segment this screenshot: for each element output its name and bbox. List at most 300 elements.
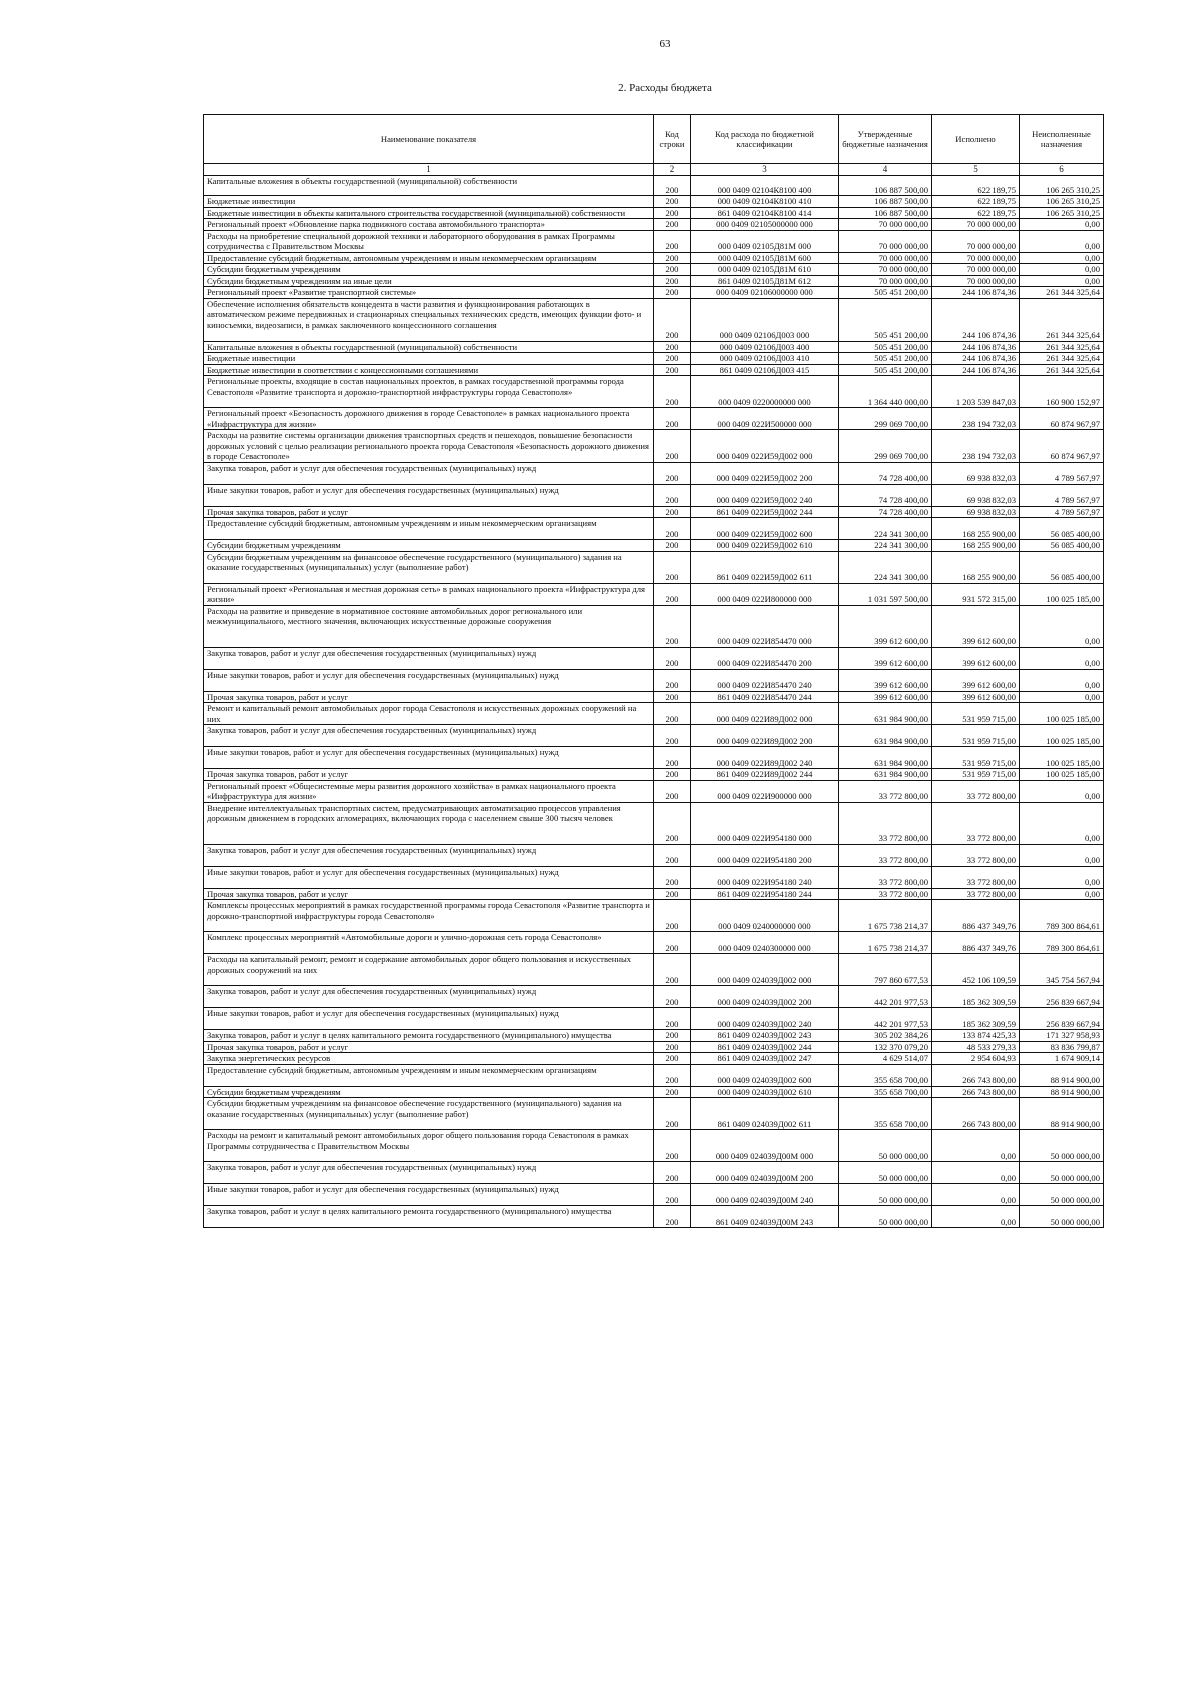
table-cell-executed: 70 000 000,00 [932,252,1020,264]
table-row [204,376,1104,408]
table-row [204,866,1104,888]
table-cell-code: 861 0409 022И854470 244 [691,691,839,703]
table-cell-approved: 505 451 200,00 [839,353,932,365]
table-cell-executed: 244 106 874,36 [932,341,1020,353]
table-cell-line: 200 [654,583,691,605]
table-cell-executed: 33 772 800,00 [932,844,1020,866]
table-cell-approved: 70 000 000,00 [839,230,932,252]
table-cell-approved: 106 887 500,00 [839,196,932,208]
table-row [204,341,1104,353]
table-cell-line: 200 [654,725,691,747]
table-cell-line: 200 [654,1041,691,1053]
table-row [204,888,1104,900]
table-cell-line: 200 [654,1184,691,1206]
table-cell-unexecuted: 106 265 310,25 [1020,176,1104,196]
table-cell-unexecuted: 106 265 310,25 [1020,196,1104,208]
table-cell-line: 200 [654,703,691,725]
budget-expenses-table [203,114,1104,1228]
table-cell-executed: 244 106 874,36 [932,298,1020,341]
table-cell-approved: 50 000 000,00 [839,1206,932,1228]
table-cell-line: 200 [654,298,691,341]
table-cell-approved: 33 772 800,00 [839,802,932,844]
table-row [204,986,1104,1008]
table-cell-name: Субсидии бюджетным учреждениям на иные цели [204,275,654,287]
table-cell-unexecuted: 50 000 000,00 [1020,1184,1104,1206]
table-cell-executed: 399 612 600,00 [932,647,1020,669]
table-cell-code: 000 0409 022И954180 240 [691,866,839,888]
table-cell-unexecuted: 83 836 799,87 [1020,1041,1104,1053]
table-cell-name: Расходы на приобретение специальной дорожной техники и лабораторного оборудования в рамках Программы сотрудничества с Правительством Москвы [204,230,654,252]
table-cell-name: Субсидии бюджетным учреждениям [204,1086,654,1098]
table-cell-unexecuted: 789 300 864,61 [1020,932,1104,954]
table-cell-name: Закупка товаров, работ и услуг для обеспечения государственных (муниципальных) нужд [204,1162,654,1184]
table-cell-unexecuted: 0,00 [1020,691,1104,703]
table-cell-name: Прочая закупка товаров, работ и услуг [204,888,654,900]
table-cell-executed: 168 255 900,00 [932,540,1020,552]
header-classification-code: Код расхода по бюджетной классификации [691,115,839,164]
table-row [204,780,1104,802]
table-cell-executed: 886 437 349,76 [932,932,1020,954]
table-cell-executed: 399 612 600,00 [932,605,1020,647]
table-cell-code: 000 0409 024039Д002 610 [691,1086,839,1098]
table-cell-line: 200 [654,376,691,408]
table-cell-code: 000 0409 02105Д81М 610 [691,264,839,276]
table-cell-line: 200 [654,252,691,264]
header-unexecuted: Неисполненные назначения [1020,115,1104,164]
table-cell-code: 000 0409 022И854470 000 [691,605,839,647]
table-row [204,1008,1104,1030]
table-cell-name: Закупка товаров, работ и услуг для обеспечения государственных (муниципальных) нужд [204,725,654,747]
table-cell-code: 861 0409 024039Д002 244 [691,1041,839,1053]
table-cell-approved: 399 612 600,00 [839,669,932,691]
table-cell-name: Закупка товаров, работ и услуг для обеспечения государственных (муниципальных) нужд [204,986,654,1008]
table-cell-line: 200 [654,691,691,703]
table-cell-name: Бюджетные инвестиции [204,196,654,208]
table-cell-approved: 1 675 738 214,37 [839,932,932,954]
table-cell-unexecuted: 0,00 [1020,669,1104,691]
table-cell-code: 000 0409 022И59Д002 000 [691,430,839,463]
table-cell-unexecuted: 0,00 [1020,264,1104,276]
table-cell-unexecuted: 100 025 185,00 [1020,769,1104,781]
table-cell-line: 200 [654,888,691,900]
table-cell-name: Иные закупки товаров, работ и услуг для обеспечения государственных (муниципальных) нужд [204,484,654,506]
table-cell-approved: 299 069 700,00 [839,430,932,463]
table-cell-name: Закупка товаров, работ и услуг для обеспечения государственных (муниципальных) нужд [204,647,654,669]
table-cell-code: 000 0409 024039Д00М 240 [691,1184,839,1206]
table-cell-approved: 70 000 000,00 [839,252,932,264]
table-cell-unexecuted: 261 344 325,64 [1020,298,1104,341]
table-cell-line: 200 [654,954,691,986]
table-cell-line: 200 [654,353,691,365]
column-number: 2 [654,164,691,176]
table-cell-name: Иные закупки товаров, работ и услуг для обеспечения государственных (муниципальных) нужд [204,1184,654,1206]
table-cell-name: Комплекс процессных мероприятий «Автомобильные дороги и улично-дорожная сеть города Севастополя» [204,932,654,954]
table-cell-executed: 622 189,75 [932,207,1020,219]
table-cell-name: Иные закупки товаров, работ и услуг для обеспечения государственных (муниципальных) нужд [204,669,654,691]
table-cell-unexecuted: 261 344 325,64 [1020,353,1104,365]
table-cell-executed: 70 000 000,00 [932,230,1020,252]
header-executed: Исполнено [932,115,1020,164]
table-row [204,1130,1104,1162]
table-cell-unexecuted: 0,00 [1020,888,1104,900]
table-row [204,408,1104,430]
table-cell-line: 200 [654,408,691,430]
table-cell-code: 000 0409 02105Д81М 000 [691,230,839,252]
table-cell-code: 861 0409 022И89Д002 244 [691,769,839,781]
table-row [204,802,1104,844]
table-cell-executed: 0,00 [932,1206,1020,1228]
table-cell-name: Бюджетные инвестиции [204,353,654,365]
table-cell-approved: 224 341 300,00 [839,551,932,583]
table-cell-line: 200 [654,844,691,866]
table-cell-name: Ремонт и капитальный ремонт автомобильных дорог города Севастополя и искусственных дорожных сооружений на них [204,703,654,725]
table-cell-approved: 33 772 800,00 [839,780,932,802]
table-cell-line: 200 [654,506,691,518]
table-cell-code: 000 0409 022И954180 000 [691,802,839,844]
table-cell-name: Комплексы процессных мероприятий в рамках государственной программы города Севастополя «Развитие транспорта и дорожно-транспортной инфраструктуры города Севастополя» [204,900,654,932]
table-cell-name: Региональный проект «Безопасность дорожного движения в городе Севастополе» в рамках национального проекта «Инфраструктура для жизни» [204,408,654,430]
table-cell-approved: 50 000 000,00 [839,1162,932,1184]
table-cell-approved: 355 658 700,00 [839,1064,932,1086]
table-cell-executed: 48 533 279,33 [932,1041,1020,1053]
table-cell-name: Субсидии бюджетным учреждениям [204,540,654,552]
table-cell-unexecuted: 60 874 967,97 [1020,408,1104,430]
table-cell-code: 861 0409 024039Д002 247 [691,1053,839,1065]
table-cell-name: Субсидии бюджетным учреждениям [204,264,654,276]
table-cell-name: Иные закупки товаров, работ и услуг для обеспечения государственных (муниципальных) нужд [204,747,654,769]
table-row [204,1086,1104,1098]
table-cell-unexecuted: 100 025 185,00 [1020,747,1104,769]
table-row [204,540,1104,552]
table-cell-name: Капитальные вложения в объекты государственной (муниципальной) собственности [204,176,654,196]
table-cell-line: 200 [654,1030,691,1042]
table-cell-executed: 33 772 800,00 [932,780,1020,802]
table-cell-name: Расходы на ремонт и капитальный ремонт автомобильных дорог общего пользования города Севастополя в рамках Программы сотрудничества с Правительством Москвы [204,1130,654,1162]
table-cell-code: 000 0409 024039Д002 600 [691,1064,839,1086]
table-cell-unexecuted: 256 839 667,94 [1020,986,1104,1008]
table-row [204,298,1104,341]
table-cell-name: Иные закупки товаров, работ и услуг для обеспечения государственных (муниципальных) нужд [204,866,654,888]
table-cell-line: 200 [654,769,691,781]
table-row [204,1030,1104,1042]
table-row [204,1098,1104,1130]
table-cell-executed: 531 959 715,00 [932,725,1020,747]
table-cell-line: 200 [654,219,691,231]
table-cell-code: 861 0409 022И954180 244 [691,888,839,900]
table-cell-name: Иные закупки товаров, работ и услуг для обеспечения государственных (муниципальных) нужд [204,1008,654,1030]
table-cell-executed: 185 362 309,59 [932,986,1020,1008]
table-cell-unexecuted: 88 914 900,00 [1020,1064,1104,1086]
table-cell-executed: 622 189,75 [932,196,1020,208]
table-cell-approved: 631 984 900,00 [839,769,932,781]
table-row [204,932,1104,954]
table-cell-line: 200 [654,780,691,802]
table-cell-approved: 1 675 738 214,37 [839,900,932,932]
table-cell-approved: 106 887 500,00 [839,207,932,219]
table-cell-name: Предоставление субсидий бюджетным, автономным учреждениям и иным некоммерческим организациям [204,252,654,264]
table-cell-line: 200 [654,1098,691,1130]
table-cell-code: 000 0409 024039Д002 240 [691,1008,839,1030]
table-cell-line: 200 [654,1206,691,1228]
table-cell-code: 861 0409 024039Д002 243 [691,1030,839,1042]
table-cell-code: 000 0409 022И59Д002 610 [691,540,839,552]
table-row [204,1041,1104,1053]
table-cell-line: 200 [654,364,691,376]
table-cell-unexecuted: 0,00 [1020,844,1104,866]
table-cell-line: 200 [654,802,691,844]
table-cell-approved: 70 000 000,00 [839,219,932,231]
table-cell-approved: 505 451 200,00 [839,287,932,299]
table-cell-line: 200 [654,605,691,647]
table-cell-code: 861 0409 02105Д81М 612 [691,275,839,287]
table-row [204,954,1104,986]
table-cell-executed: 886 437 349,76 [932,900,1020,932]
table-row [204,703,1104,725]
table-cell-name: Субсидии бюджетным учреждениям на финансовое обеспечение государственного (муниципального) задания на оказание государственных (муниципальных) услуг (выполнение работ) [204,1098,654,1130]
table-row [204,364,1104,376]
table-cell-approved: 399 612 600,00 [839,605,932,647]
table-row [204,725,1104,747]
table-cell-line: 200 [654,540,691,552]
table-cell-approved: 224 341 300,00 [839,518,932,540]
table-cell-approved: 305 202 384,26 [839,1030,932,1042]
table-cell-approved: 355 658 700,00 [839,1098,932,1130]
table-cell-code: 000 0409 022И854470 240 [691,669,839,691]
table-cell-code: 000 0409 022И900000 000 [691,780,839,802]
table-cell-unexecuted: 56 085 400,00 [1020,518,1104,540]
table-cell-name: Бюджетные инвестиции в соответствии с концессионными соглашениями [204,364,654,376]
table-cell-executed: 452 106 109,59 [932,954,1020,986]
table-row [204,669,1104,691]
table-cell-unexecuted: 4 789 567,97 [1020,462,1104,484]
table-cell-executed: 70 000 000,00 [932,219,1020,231]
table-row [204,252,1104,264]
table-cell-name: Расходы на развитие системы организации движения транспортных средств и пешеходов, повышение безопасности дорожных условий с целью реализации регионального проекта города Севастополя «Безопасность дорожного движения в городе Севастополе» [204,430,654,463]
table-row [204,1184,1104,1206]
table-cell-executed: 266 743 800,00 [932,1064,1020,1086]
table-cell-name: Региональный проект «Обновление парка подвижного состава автомобильного транспорта» [204,219,654,231]
table-cell-unexecuted: 171 327 958,93 [1020,1030,1104,1042]
table-cell-code: 000 0409 02106Д003 400 [691,341,839,353]
table-cell-executed: 69 938 832,03 [932,506,1020,518]
table-cell-unexecuted: 50 000 000,00 [1020,1130,1104,1162]
table-cell-executed: 622 189,75 [932,176,1020,196]
table-cell-name: Внедрение интеллектуальных транспортных систем, предусматривающих автоматизацию процессов управления дорожным движением в городских агломерациях, включающих города с населением свыше 300 тысяч человек [204,802,654,844]
column-number: 6 [1020,164,1104,176]
table-cell-unexecuted: 0,00 [1020,252,1104,264]
table-cell-approved: 4 629 514,07 [839,1053,932,1065]
table-cell-approved: 631 984 900,00 [839,703,932,725]
table-cell-name: Прочая закупка товаров, работ и услуг [204,506,654,518]
table-cell-executed: 0,00 [932,1184,1020,1206]
table-cell-unexecuted: 4 789 567,97 [1020,484,1104,506]
table-cell-code: 000 0409 022И954180 200 [691,844,839,866]
column-number: 4 [839,164,932,176]
table-cell-code: 000 0409 022И59Д002 240 [691,484,839,506]
table-cell-approved: 399 612 600,00 [839,691,932,703]
table-cell-name: Предоставление субсидий бюджетным, автономным учреждениям и иным некоммерческим организациям [204,1064,654,1086]
table-row [204,647,1104,669]
header-line-code: Код строки [654,115,691,164]
table-cell-unexecuted: 0,00 [1020,219,1104,231]
table-cell-executed: 266 743 800,00 [932,1098,1020,1130]
table-row [204,583,1104,605]
table-cell-code: 000 0409 0220000000 000 [691,376,839,408]
table-cell-approved: 299 069 700,00 [839,408,932,430]
table-cell-line: 200 [654,1162,691,1184]
table-cell-unexecuted: 100 025 185,00 [1020,583,1104,605]
table-cell-line: 200 [654,1064,691,1086]
table-cell-unexecuted: 789 300 864,61 [1020,900,1104,932]
table-cell-unexecuted: 261 344 325,64 [1020,341,1104,353]
table-cell-approved: 399 612 600,00 [839,647,932,669]
table-cell-approved: 631 984 900,00 [839,747,932,769]
table-cell-unexecuted: 1 674 909,14 [1020,1053,1104,1065]
table-row [204,769,1104,781]
header-name: Наименование показателя [204,115,654,164]
table-cell-line: 200 [654,207,691,219]
table-cell-executed: 2 954 604,93 [932,1053,1020,1065]
table-cell-approved: 505 451 200,00 [839,298,932,341]
section-title: 2. Расходы бюджета [618,82,712,94]
table-row [204,747,1104,769]
table-cell-code: 000 0409 02106Д003 000 [691,298,839,341]
table-cell-unexecuted: 100 025 185,00 [1020,725,1104,747]
table-cell-unexecuted: 0,00 [1020,647,1104,669]
table-cell-code: 000 0409 022И89Д002 200 [691,725,839,747]
table-cell-code: 000 0409 022И854470 200 [691,647,839,669]
table-row [204,176,1104,196]
table-cell-approved: 505 451 200,00 [839,341,932,353]
table-cell-line: 200 [654,1053,691,1065]
table-cell-code: 000 0409 02106Д003 410 [691,353,839,365]
table-cell-executed: 70 000 000,00 [932,264,1020,276]
header-approved: Утвержденные бюджетные назначения [839,115,932,164]
page-number: 63 [659,38,671,50]
table-cell-unexecuted: 160 900 152,97 [1020,376,1104,408]
table-cell-executed: 399 612 600,00 [932,691,1020,703]
table-cell-name: Региональный проект «Общесистемные меры развития дорожного хозяйства» в рамках национального проекта «Инфраструктура для жизни» [204,780,654,802]
table-cell-name: Предоставление субсидий бюджетным, автономным учреждениям и иным некоммерческим организациям [204,518,654,540]
table-cell-line: 200 [654,1008,691,1030]
table-cell-unexecuted: 0,00 [1020,275,1104,287]
table-cell-line: 200 [654,430,691,463]
table-cell-line: 200 [654,932,691,954]
table-cell-unexecuted: 88 914 900,00 [1020,1098,1104,1130]
table-cell-approved: 33 772 800,00 [839,888,932,900]
table-cell-name: Расходы на развитие и приведение в нормативное состояние автомобильных дорог регионального или межмуниципального, местного значения, включающих искусственные дорожные сооружения [204,605,654,647]
table-cell-executed: 531 959 715,00 [932,703,1020,725]
table-row [204,462,1104,484]
table-cell-line: 200 [654,1130,691,1162]
table-cell-unexecuted: 0,00 [1020,605,1104,647]
table-cell-name: Бюджетные инвестиции в объекты капитального строительства государственной (муниципальной) собственности [204,207,654,219]
table-cell-executed: 238 194 732,03 [932,430,1020,463]
table-cell-unexecuted: 88 914 900,00 [1020,1086,1104,1098]
table-cell-executed: 33 772 800,00 [932,866,1020,888]
table-cell-approved: 50 000 000,00 [839,1184,932,1206]
table-cell-code: 861 0409 02106Д003 415 [691,364,839,376]
table-cell-unexecuted: 256 839 667,94 [1020,1008,1104,1030]
table-cell-executed: 244 106 874,36 [932,364,1020,376]
table-cell-line: 200 [654,341,691,353]
table-cell-approved: 132 370 079,20 [839,1041,932,1053]
table-cell-name: Региональный проект «Региональная и местная дорожная сеть» в рамках национального проекта «Инфраструктура для жизни» [204,583,654,605]
table-row [204,264,1104,276]
table-cell-unexecuted: 56 085 400,00 [1020,551,1104,583]
table-cell-executed: 185 362 309,59 [932,1008,1020,1030]
table-cell-code: 861 0409 024039Д002 611 [691,1098,839,1130]
table-cell-line: 200 [654,196,691,208]
column-number: 3 [691,164,839,176]
table-cell-line: 200 [654,518,691,540]
table-cell-approved: 442 201 977,53 [839,986,932,1008]
table-cell-name: Прочая закупка товаров, работ и услуг [204,691,654,703]
table-cell-approved: 74 728 400,00 [839,484,932,506]
table-cell-unexecuted: 56 085 400,00 [1020,540,1104,552]
table-cell-approved: 74 728 400,00 [839,506,932,518]
table-cell-approved: 70 000 000,00 [839,275,932,287]
table-cell-approved: 1 031 597 500,00 [839,583,932,605]
table-cell-executed: 244 106 874,36 [932,353,1020,365]
table-cell-line: 200 [654,866,691,888]
table-row [204,844,1104,866]
table-cell-unexecuted: 4 789 567,97 [1020,506,1104,518]
table-cell-executed: 244 106 874,36 [932,287,1020,299]
table-row [204,230,1104,252]
table-cell-code: 000 0409 024039Д002 000 [691,954,839,986]
table-cell-name: Прочая закупка товаров, работ и услуг [204,1041,654,1053]
table-cell-line: 200 [654,462,691,484]
table-row [204,287,1104,299]
table-cell-line: 200 [654,275,691,287]
table-cell-line: 200 [654,669,691,691]
table-row [204,207,1104,219]
table-cell-executed: 238 194 732,03 [932,408,1020,430]
column-number: 1 [204,164,654,176]
table-cell-code: 000 0409 02106000000 000 [691,287,839,299]
table-cell-unexecuted: 0,00 [1020,802,1104,844]
table-cell-line: 200 [654,986,691,1008]
table-cell-executed: 266 743 800,00 [932,1086,1020,1098]
table-cell-line: 200 [654,230,691,252]
table-cell-unexecuted: 50 000 000,00 [1020,1206,1104,1228]
table-cell-name: Закупка товаров, работ и услуг в целях капитального ремонта государственного (муниципального) имущества [204,1030,654,1042]
table-cell-code: 000 0409 022И89Д002 000 [691,703,839,725]
table-cell-name: Закупка товаров, работ и услуг для обеспечения государственных (муниципальных) нужд [204,462,654,484]
table-cell-approved: 74 728 400,00 [839,462,932,484]
table-cell-executed: 70 000 000,00 [932,275,1020,287]
table-cell-approved: 355 658 700,00 [839,1086,932,1098]
table-cell-approved: 505 451 200,00 [839,364,932,376]
table-cell-code: 861 0409 022И59Д002 611 [691,551,839,583]
table-row [204,1064,1104,1086]
table-cell-code: 861 0409 024039Д00М 243 [691,1206,839,1228]
table-cell-name: Закупка товаров, работ и услуг для обеспечения государственных (муниципальных) нужд [204,844,654,866]
table-row [204,551,1104,583]
table-cell-line: 200 [654,484,691,506]
column-number: 5 [932,164,1020,176]
table-cell-executed: 133 874 425,33 [932,1030,1020,1042]
table-cell-approved: 797 860 677,53 [839,954,932,986]
table-row [204,518,1104,540]
table-cell-code: 000 0409 022И59Д002 600 [691,518,839,540]
table-cell-line: 200 [654,900,691,932]
table-cell-approved: 1 364 440 000,00 [839,376,932,408]
table-cell-executed: 168 255 900,00 [932,518,1020,540]
table-cell-line: 200 [654,551,691,583]
table-cell-code: 000 0409 024039Д002 200 [691,986,839,1008]
